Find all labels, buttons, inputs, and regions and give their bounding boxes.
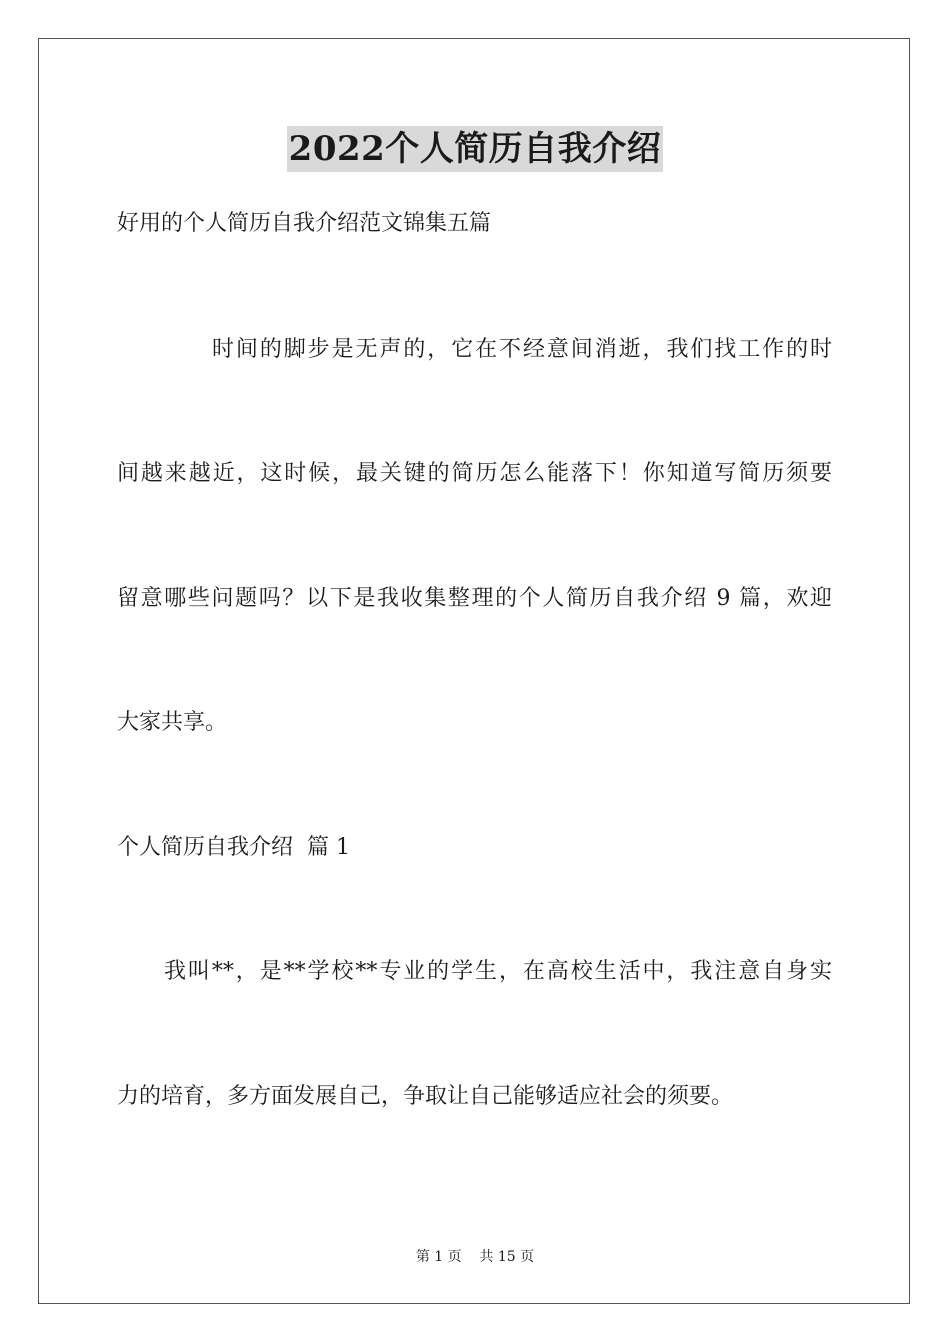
section-heading: 个人简历自我介绍 篇 1 xyxy=(117,835,350,860)
intro-line-2: 间越来越近，这时候，最关键的简历怎么能落下！你知道写简历须要 xyxy=(117,461,832,486)
intro-line-4: 大家共享。 xyxy=(117,710,228,735)
document-title: 2022个人简历自我介绍 xyxy=(287,126,664,172)
intro-line-3: 留意哪些问题吗？以下是我收集整理的个人简历自我介绍 9 篇，欢迎 xyxy=(117,586,832,611)
section-line-2: 力的培育，多方面发展自己，争取让自己能够适应社会的须要。 xyxy=(117,1084,734,1109)
document-subtitle: 好用的个人简历自我介绍范文锦集五篇 xyxy=(117,211,492,236)
section-line-1: 我叫**，是**学校**专业的学生，在高校生活中，我注意自身实 xyxy=(164,959,832,984)
page-number-footer: 第 1 页 共 15 页 xyxy=(415,1249,535,1265)
intro-line-1: 时间的脚步是无声的，它在不经意间消逝，我们找工作的时 xyxy=(212,337,832,362)
title-container xyxy=(0,126,950,172)
